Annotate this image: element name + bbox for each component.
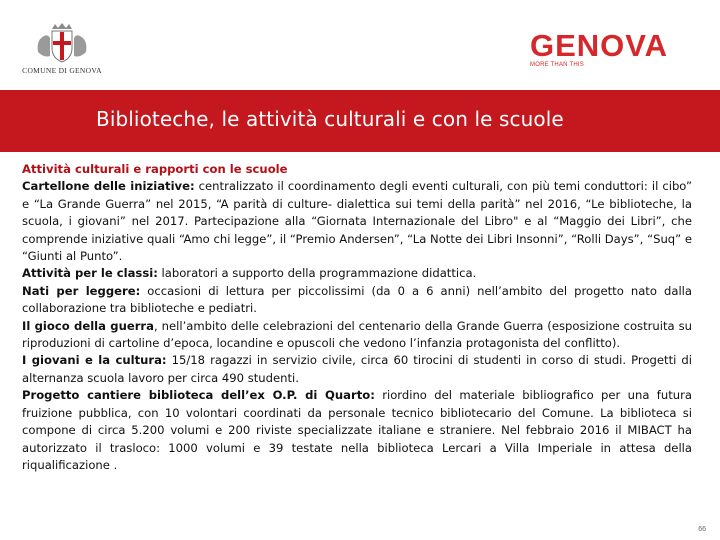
page-number: 66 — [698, 526, 706, 533]
title-band — [0, 90, 720, 152]
brand-tagline: MORE THAN THIS — [530, 62, 584, 68]
paragraph-text: 15/18 ragazzi in servizio civile, circa 60 tirocini di studenti in corso di studi. Progetti di alternanza scuola lavoro per circa 490 studenti. — [22, 353, 692, 385]
paragraph-text: laboratori a supporto della programmazione didattica. — [157, 266, 477, 281]
comune-di-genova-logo — [18, 22, 106, 78]
body-text — [22, 161, 692, 474]
genova-brand-logo — [530, 30, 702, 70]
paragraph-cartellone — [22, 178, 692, 265]
page-title: Biblioteche, le attività culturali e con le scuole — [96, 107, 564, 131]
paragraph-label: Nati per leggere: — [22, 283, 141, 298]
paragraph-label: I giovani e la cultura: — [22, 353, 167, 368]
paragraph-giovani-cultura — [22, 352, 692, 387]
left-logo-caption: COMUNE DI GENOVA — [22, 66, 102, 75]
paragraph-text: riordino del materiale bibliografico per una futura fruizione pubblica, con 10 volontari coordinati da personale tecnico bibliotecario del Comune. La biblioteca si compone di circa 5.200 volumi e 200 riviste specializzate italiane e straniere. Nel febbraio 2016 il MIBACT ha autorizzato il trasloco: 1000 volumi e 39 testate nella biblioteca Lercari a Villa Imperiale in attesa della riqualificazione . — [22, 388, 692, 472]
paragraph-label: Progetto cantiere biblioteca dell’ex O.P. di Quarto: — [22, 388, 375, 403]
paragraph-label: Il gioco della guerra — [22, 318, 154, 333]
paragraph-text: centralizzato il coordinamento degli eventi culturali, con più temi conduttori: il cibo” e “La Grande Guerra” nel 2015, “A parità di culture- dialettica sui temi della parità” nel 2016, “Le biblioteche, la scuola, i giovani” nel 2017. Partecipazione alla “Giornata Internazionale del Libro" e al “Maggio dei Libri”, che comprende iniziative quali “Amo chi legge”, il “Premio Andersen”, “La Notte dei Libri Insonni”, “Rolli Days”, “Suq” e “Giunti al Punto”. — [22, 179, 692, 264]
city-crest-icon — [32, 22, 92, 64]
paragraph-text: , nell’ambito delle celebrazioni del centenario della Grande Guerra (esposizione costruita su riproduzioni di cartoline d’epoca, locandine e opuscoli che vedono l’infanzia protagonista del conflitto). — [22, 318, 692, 351]
paragraph-cantiere-biblioteca — [22, 387, 692, 474]
paragraph-gioco-guerra — [22, 318, 692, 353]
paragraph-label: Attività per le classi: — [22, 266, 158, 281]
subheading — [22, 161, 692, 178]
subheading-text: Attività culturali e rapporti con le scuole — [22, 162, 288, 176]
paragraph-text: occasioni di lettura per piccolissimi (da 0 a 6 anni) nell’ambito del progetto nato dalla collaborazione tra biblioteche e pediatri. — [22, 283, 692, 316]
brand-wordmark: GENOVA — [530, 28, 669, 63]
paragraph-nati-per-leggere — [22, 283, 692, 318]
paragraph-classi — [22, 265, 692, 282]
paragraph-label: Cartellone delle iniziative: — [22, 179, 195, 194]
